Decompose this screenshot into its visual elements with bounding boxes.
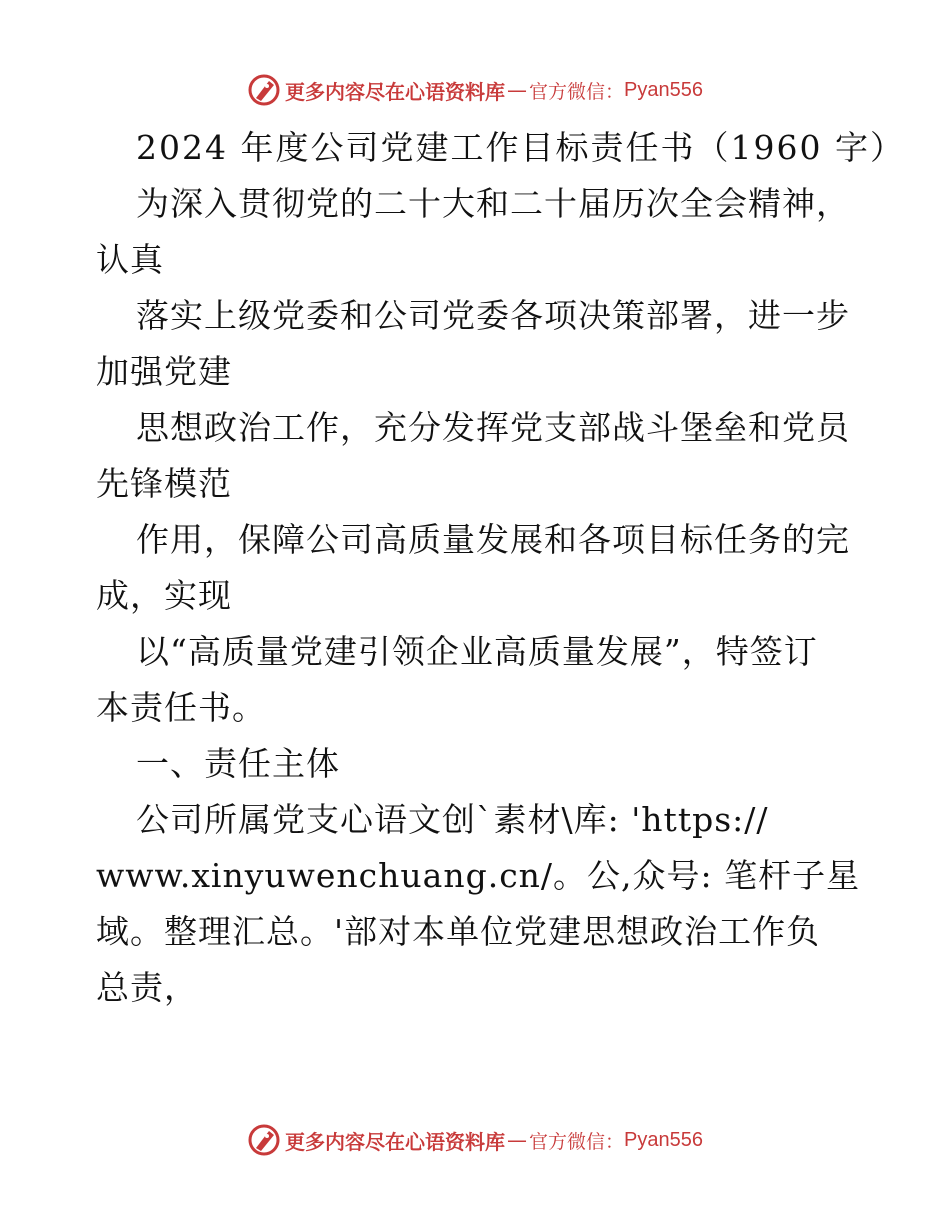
paragraph-line: 落实上级党委和公司党委各项决策部署，进一步 (136, 296, 850, 335)
document-body (96, 120, 905, 1016)
banner-wechat-id: Pyan556 (624, 1128, 703, 1151)
pen-nib-logo-icon (247, 73, 281, 107)
banner-wechat-label: 官方微信： (529, 1130, 625, 1153)
paragraph-line: 域。整理汇总。'部对本单位党建思想政治工作负 (96, 912, 821, 951)
paragraph-line: 加强党建 (96, 352, 232, 391)
paragraph-line: 为深入贯彻党的二十大和二十届历次全会精神， (136, 184, 850, 223)
footer-banner (0, 1120, 950, 1160)
document-title: 2024 年度公司党建工作目标责任书（1960 字） (136, 128, 905, 167)
paragraph-line: 公司所属党支心语文创`素材\库: 'https:// (136, 800, 769, 839)
banner-brand: 更多内容尽在心语资料库 (285, 1129, 505, 1154)
paragraph-line: 作用，保障公司高质量发展和各项目标任务的完 (136, 520, 850, 559)
banner-separator: — (507, 78, 527, 102)
header-banner (0, 70, 950, 110)
paragraph-line: 先锋模范 (96, 464, 232, 503)
paragraph-line: www.xinyuwenchuang.cn/。公,众号: 笔杆子星 (96, 856, 861, 895)
paragraph-line: 成，实现 (96, 576, 232, 615)
section-heading: 一、责任主体 (136, 744, 340, 783)
paragraph-line: 本责任书。 (96, 688, 266, 727)
banner-separator: — (507, 1128, 527, 1152)
paragraph-line: 思想政治工作，充分发挥党支部战斗堡垒和党员 (136, 408, 850, 447)
banner-brand: 更多内容尽在心语资料库 (285, 79, 505, 104)
paragraph-line: 总责， (96, 968, 198, 1007)
banner-wechat-id: Pyan556 (624, 78, 703, 101)
paragraph-line: 认真 (96, 240, 164, 279)
pen-nib-logo-icon (247, 1123, 281, 1157)
paragraph-line: 以“高质量党建引领企业高质量发展”，特签订 (136, 632, 818, 671)
banner-wechat-label: 官方微信： (529, 80, 625, 103)
